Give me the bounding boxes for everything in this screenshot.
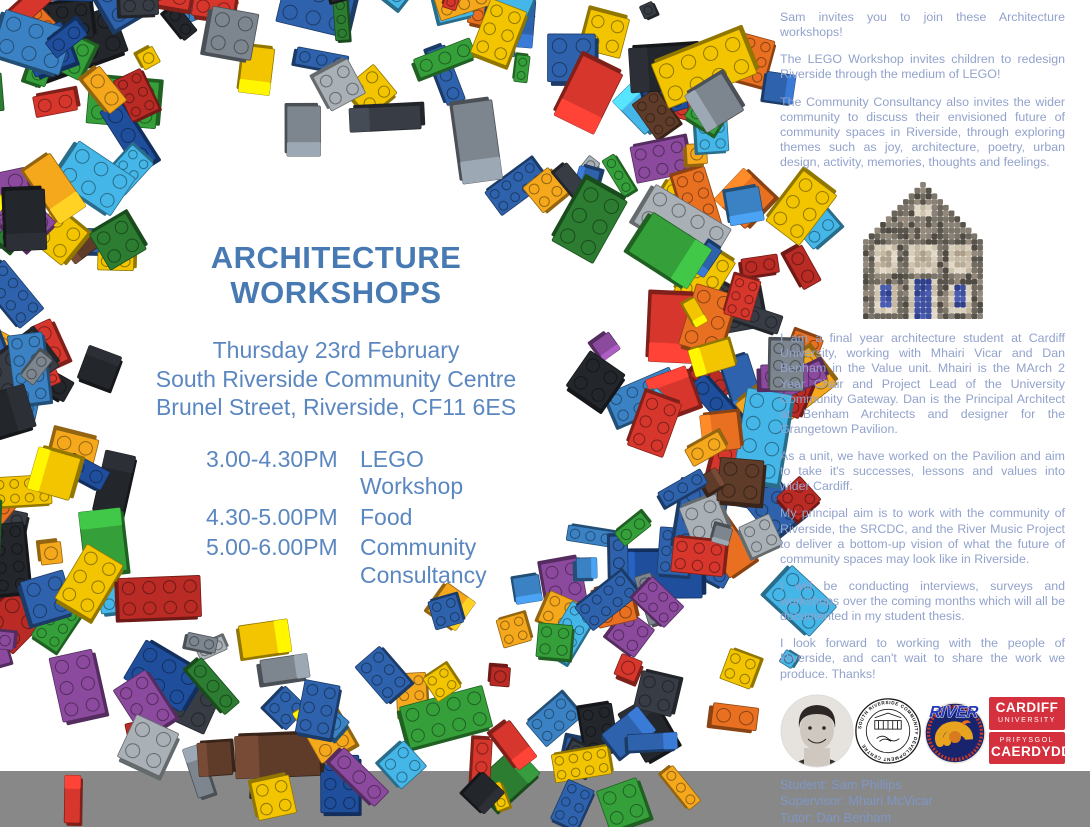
logo-row [780,694,1065,768]
intro-text: Sam invites you to join these Architecture workshops! [780,10,1065,40]
schedule-activity: Community Consultancy [360,534,520,589]
methods-text: I will be conducting interviews, surveys and workshops over the coming months which will all be documented in my student thesis. [780,579,1065,624]
aim-text: My principal aim is to work with the community of Riverside, the SRCDC, and the River Music Project to deliver a bottom-up vision of what the future of community spaces may look like in Riverside. [780,506,1065,567]
river-logo-text: RIVER [929,704,979,721]
closing-text: I look forward to working with the people of Riverside, and can't wait to share the work we produce. Thanks! [780,636,1065,681]
event-details [150,336,522,422]
srcdc-logo-text: SOUTH RIVERSIDE COMMUNITY DEVELOPMENT CENTRE [857,700,919,762]
srcdc-logo [854,695,922,767]
page-title: ARCHITECTURE WORKSHOPS [186,240,486,310]
credit-tutor: Tutor: Dan Benham [780,810,1065,827]
info-column [780,10,1065,827]
event-date: Thursday 23rd February [150,336,522,365]
cardiff-logo-line2: UNIVERSITY [991,716,1063,725]
event-address: Brunel Street, Riverside, CF11 6ES [150,393,522,422]
student-bio-text: I am a final year architecture student at Cardiff University, working with Mhairi Vicar and Dan Benham in the Value unit. Mhairi is the MArch 2 Year Chair and Project Lead of the University Community Gateway. Dan is the Principal Architect at Benham Architects and designer for the Grangetown Pavilion. [780,331,1065,437]
cardiff-logo-line4: CAERDYDD [991,745,1063,759]
credit-supervisor: Supervisor: Mhairi McVicar [780,793,1065,810]
community-consultancy-text: The Community Consultancy also invites the wider community to discuss their envisioned future of community spaces in Riverside, through exploring themes such as joy, architecture, poetry, urban design, activity, memories, thoughts and feelings. [780,95,1065,171]
student-photo [780,694,854,768]
lego-workshop-text: The LEGO Workshop invites children to redesign Riverside through the medium of LEGO! [780,52,1065,82]
schedule-activity: LEGO Workshop [360,446,520,501]
schedule-activity: Food [360,504,520,532]
cardiff-logo-line1: CARDIFF [991,701,1063,715]
schedule-time: 4.30-5.00PM [206,504,352,532]
river-music-project-logo [922,696,989,766]
event-venue: South Riverside Community Centre [150,365,522,394]
unit-text: As a unit, we have worked on the Pavilion and aim to take it's successes, lessons and values into wider Cardiff. [780,449,1065,494]
cardiff-university-logo [989,697,1065,764]
poster-center-block [150,240,522,590]
schedule [206,446,522,590]
cardiff-logo-line3: PRIFYSGOL [991,736,1063,745]
lego-house-image [863,182,983,319]
credits [780,777,1065,827]
credit-student: Student: Sam Phillips [780,777,1065,794]
schedule-time: 5.00-6.00PM [206,534,352,589]
schedule-time: 3.00-4.30PM [206,446,352,501]
